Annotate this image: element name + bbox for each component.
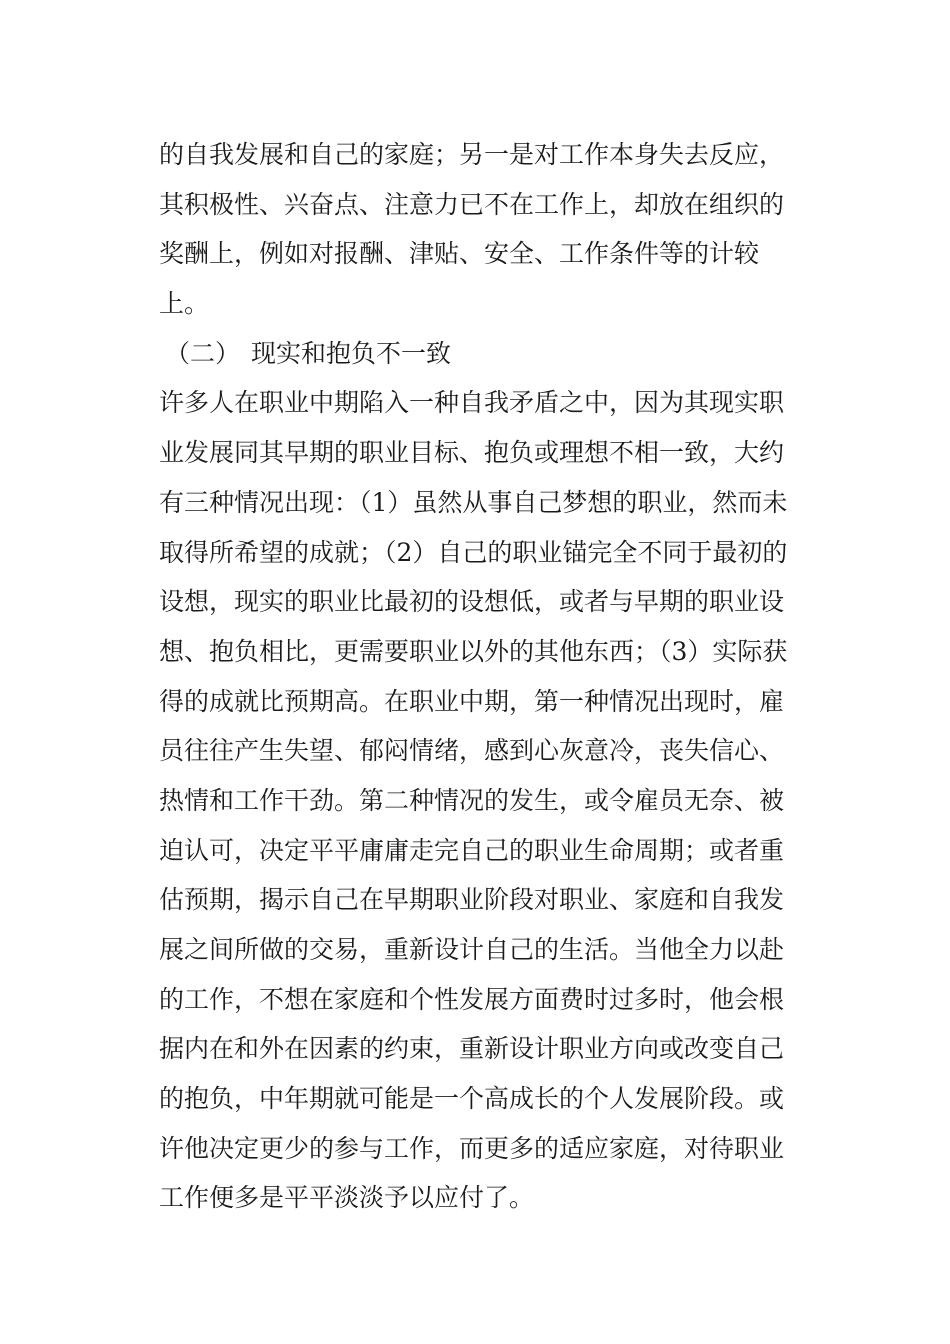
text-line: 估预期，揭示自己在早期职业阶段对职业、家庭和自我发 [159, 885, 785, 915]
text-line: 有三种情况出现：（1）虽然从事自己梦想的职业，然而未 [159, 487, 788, 517]
text-line: 的抱负，中年期就可能是一个高成长的个人发展阶段。或 [159, 1084, 785, 1114]
text-line: 取得所希望的成就；（2）自己的职业锚完全不同于最初的 [159, 537, 788, 567]
section-title: 现实和抱负不一致 [251, 338, 452, 368]
text-line: 奖酬上，例如对报酬、津贴、安全、工作条件等的计较 [159, 239, 760, 269]
section-heading [159, 329, 839, 379]
text-line: 的工作，不想在家庭和个性发展方面费时过多时，他会根 [159, 984, 785, 1014]
text-line: 迫认可，决定平平庸庸走完自己的职业生命周期；或者重 [159, 835, 785, 865]
text-line: 的自我发展和自己的家庭；另一是对工作本身失去反应， [159, 140, 785, 169]
text-line: 许多人在职业中期陷入一种自我矛盾之中，因为其现实职 [159, 388, 785, 418]
section-number: （二） [165, 338, 241, 368]
paragraph-1 [159, 130, 839, 329]
text-line: 许他决定更少的参与工作，而更多的适应家庭，对待职业 [159, 1133, 785, 1163]
text-line: 得的成就比预期高。在职业中期，第一种情况出现时，雇 [159, 686, 785, 716]
text-line: 上。 [159, 289, 210, 319]
text-line: 员往往产生失望、郁闷情绪，感到心灰意冷，丧失信心、 [159, 736, 785, 766]
document-body [159, 130, 839, 1223]
text-line: 其积极性、兴奋点、注意力已不在工作上，却放在组织的 [159, 189, 785, 219]
text-line: 想、抱负相比，更需要职业以外的其他东西；（3）实际获 [159, 636, 788, 666]
text-line: 工作便多是平平淡淡予以应付了。 [159, 1183, 535, 1213]
text-line: 展之间所做的交易，重新设计自己的生活。当他全力以赴 [159, 935, 785, 964]
paragraph-2 [159, 378, 839, 1223]
text-line: 据内在和外在因素的约束，重新设计职业方向或改变自己 [159, 1034, 785, 1064]
text-line: 业发展同其早期的职业目标、抱负或理想不相一致，大约 [159, 438, 785, 468]
text-line: 热情和工作干劲。第二种情况的发生，或令雇员无奈、被 [159, 785, 785, 815]
text-line: 设想，现实的职业比最初的设想低，或者与早期的职业设 [159, 587, 785, 617]
